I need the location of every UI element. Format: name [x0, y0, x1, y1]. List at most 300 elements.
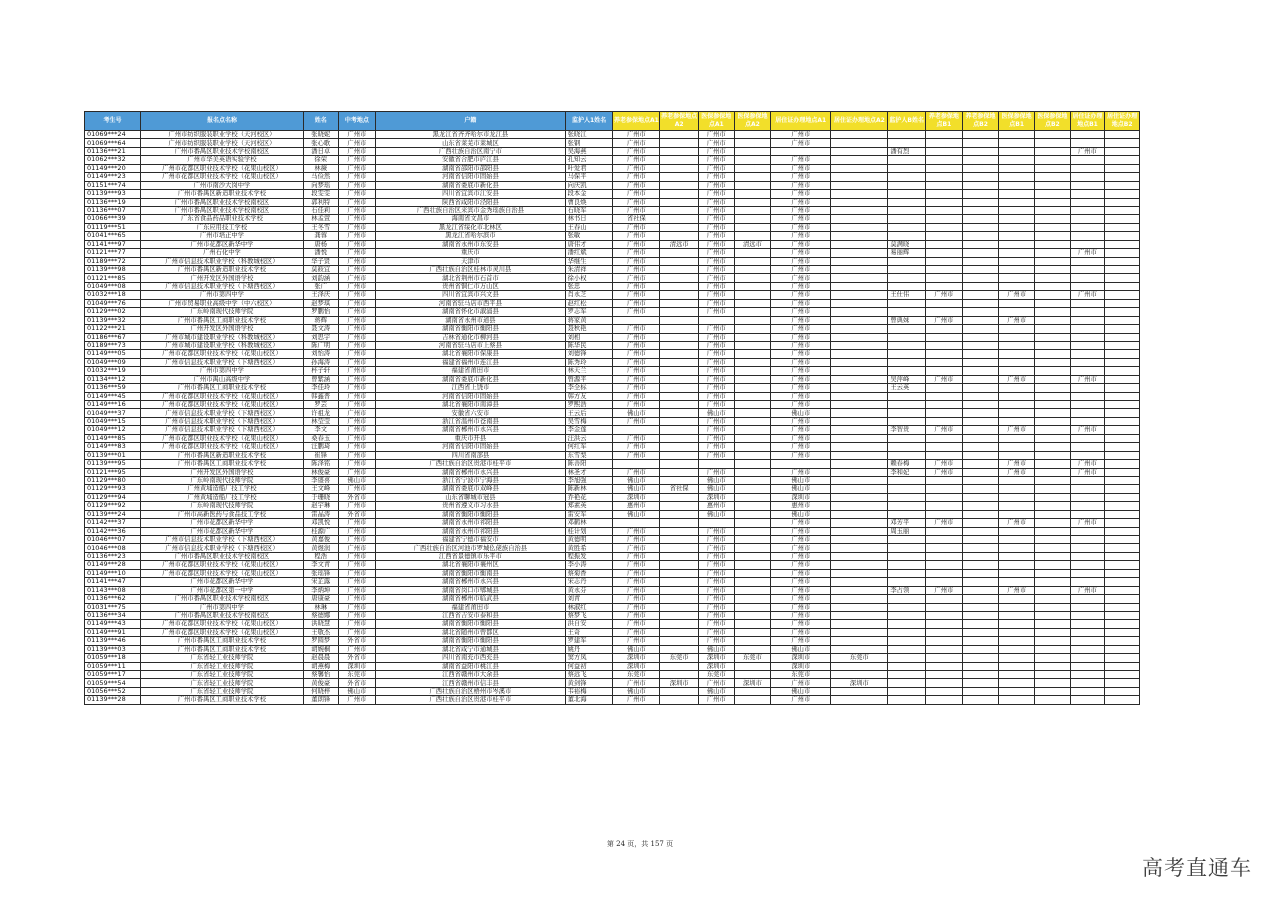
table-cell: 深圳市 [698, 654, 734, 662]
table-cell [1105, 240, 1140, 248]
table-cell [926, 249, 963, 257]
table-cell [999, 131, 1035, 139]
table-cell [962, 308, 999, 316]
table-row [85, 181, 1140, 189]
table-row [85, 485, 1140, 493]
table-cell: 广州市 [338, 291, 376, 299]
table-cell [926, 451, 963, 459]
table-cell [1105, 586, 1140, 594]
table-cell: 韦裕梅 [565, 687, 613, 695]
table-cell: 广州市 [999, 519, 1035, 527]
table-cell: 广州市 [613, 282, 660, 290]
table-cell [962, 375, 999, 383]
table-cell [831, 198, 888, 206]
table-cell: 曾典妹 [888, 316, 926, 324]
table-cell: 01189***73 [85, 341, 141, 349]
table-cell: 陈善阳 [565, 460, 613, 468]
table-cell [660, 232, 699, 240]
table-cell [831, 645, 888, 653]
table-row [85, 274, 1140, 282]
table-cell: 外省市 [338, 637, 376, 645]
table-cell [999, 308, 1035, 316]
table-cell [1035, 586, 1071, 594]
table-cell [999, 611, 1035, 619]
table-cell: 广州市番禺区工商职业技术学校 [141, 316, 304, 324]
table-cell: 广州市 [698, 367, 734, 375]
table-cell: 宋芷露 [303, 578, 338, 586]
table-cell [999, 299, 1035, 307]
table-cell [660, 341, 699, 349]
table-cell: 01149***10 [85, 569, 141, 577]
table-cell [771, 460, 831, 468]
table-cell [660, 333, 699, 341]
table-cell: 广州市 [698, 215, 734, 223]
table-cell: 广州市 [338, 206, 376, 214]
table-cell [1105, 468, 1140, 476]
table-cell: 东雪梨 [565, 451, 613, 459]
table-cell: 林薇 [303, 164, 338, 172]
table-cell [926, 561, 963, 569]
table-cell: 广州市 [698, 240, 734, 248]
table-cell: 广州市 [771, 308, 831, 316]
table-cell [888, 392, 926, 400]
table-cell: 胡婉桐 [303, 645, 338, 653]
table-cell [962, 603, 999, 611]
table-cell [926, 527, 963, 535]
table-cell [831, 257, 888, 265]
table-cell [660, 291, 699, 299]
table-cell [1035, 417, 1071, 425]
table-cell: 广州市 [698, 131, 734, 139]
table-cell: 佛山市 [338, 476, 376, 484]
table-cell: 易丽辉 [888, 249, 926, 257]
table-cell [1070, 443, 1105, 451]
table-cell: 张瑶锋 [303, 569, 338, 577]
table-cell: 广州开发区外国语学校 [141, 274, 304, 282]
table-cell: 广州市 [771, 316, 831, 324]
table-cell [962, 561, 999, 569]
table-cell [660, 502, 699, 510]
table-cell [926, 552, 963, 560]
table-row [85, 645, 1140, 653]
table-cell: 01122***21 [85, 325, 141, 333]
table-cell [999, 662, 1035, 670]
table-cell [1035, 164, 1071, 172]
table-cell [962, 696, 999, 704]
table-cell [999, 578, 1035, 586]
table-cell [660, 190, 699, 198]
table-cell: 广州市 [999, 586, 1035, 594]
table-cell: 陈秀玲 [565, 358, 613, 366]
table-cell [1070, 434, 1105, 442]
table-cell: 01139***28 [85, 696, 141, 704]
table-cell [888, 493, 926, 501]
table-cell [1070, 139, 1105, 147]
table-cell: 01151***74 [85, 181, 141, 189]
table-cell [1035, 274, 1071, 282]
table-cell: 广东岭南现代技师学院 [141, 476, 304, 484]
table-cell: 广州市花都区职业技术学校（花果山校区） [141, 434, 304, 442]
table-cell: 广州市 [698, 611, 734, 619]
table-cell [1070, 223, 1105, 231]
table-cell [999, 190, 1035, 198]
table-cell: 浙江省温州市苍南县 [376, 417, 565, 425]
table-cell: 刘德锋 [565, 350, 613, 358]
table-cell [831, 156, 888, 164]
table-cell [962, 232, 999, 240]
table-cell [888, 443, 926, 451]
table-cell: 01059***17 [85, 671, 141, 679]
table-cell [660, 173, 699, 181]
table-cell [888, 333, 926, 341]
table-cell: 01031***75 [85, 603, 141, 611]
table-cell: 陈华民 [565, 341, 613, 349]
table-cell [1105, 654, 1140, 662]
table-cell [1035, 367, 1071, 375]
column-header: 考生号 [85, 112, 141, 131]
table-cell [831, 401, 888, 409]
table-cell: 01062***32 [85, 156, 141, 164]
table-cell [1035, 687, 1071, 695]
table-cell [1105, 502, 1140, 510]
table-cell [1035, 544, 1071, 552]
table-cell: 深圳市 [771, 662, 831, 670]
column-header: 监护人B姓名 [888, 112, 926, 131]
table-cell [1105, 620, 1140, 628]
table-cell: 广州市 [338, 502, 376, 510]
table-cell [734, 139, 771, 147]
table-cell: 广州市 [1070, 291, 1105, 299]
table-cell: 广州市 [338, 232, 376, 240]
table-cell [1035, 460, 1071, 468]
table-cell [734, 131, 771, 139]
table-cell [1035, 249, 1071, 257]
table-cell: 东莞市 [613, 671, 660, 679]
table-cell: 广州市 [698, 536, 734, 544]
table-cell: 广州市 [338, 215, 376, 223]
table-cell [660, 401, 699, 409]
table-cell: 佛山市 [698, 510, 734, 518]
table-cell: 贵州省遵义市习水县 [376, 502, 565, 510]
table-cell [962, 392, 999, 400]
table-cell [888, 341, 926, 349]
table-cell [660, 434, 699, 442]
column-header: 养老参保地点B2 [962, 112, 999, 131]
table-cell [660, 249, 699, 257]
table-cell: 01139***98 [85, 266, 141, 274]
table-cell [1105, 595, 1140, 603]
table-cell [1035, 266, 1071, 274]
table-cell [660, 375, 699, 383]
table-cell [962, 671, 999, 679]
table-cell [962, 223, 999, 231]
table-cell: 东莞市 [831, 654, 888, 662]
table-cell: 广州市番禺区工商职业技术学校 [141, 637, 304, 645]
table-cell [962, 544, 999, 552]
table-header-row [85, 112, 1140, 131]
table-cell [962, 578, 999, 586]
table-row [85, 460, 1140, 468]
table-cell: 广州市 [613, 299, 660, 307]
table-cell: 广州市 [698, 544, 734, 552]
table-cell [962, 325, 999, 333]
table-cell: 湖南省娄底市新化县 [376, 181, 565, 189]
table-cell: 广州市 [613, 291, 660, 299]
table-cell: 何益初 [565, 662, 613, 670]
table-cell: 蒋辉 [303, 316, 338, 324]
table-cell: 01143***08 [85, 586, 141, 594]
table-cell: 黑龙江省绥化市北林区 [376, 223, 565, 231]
table-cell: 佛山市 [771, 645, 831, 653]
table-cell: 广州市 [698, 578, 734, 586]
table-cell: 广州市 [338, 586, 376, 594]
table-cell: 广州市 [926, 291, 963, 299]
table-cell: 张敏 [565, 232, 613, 240]
table-cell [831, 510, 888, 518]
table-cell: 程浩 [303, 552, 338, 560]
table-cell: 广州市 [771, 392, 831, 400]
table-cell: 广州市 [1070, 586, 1105, 594]
table-cell [831, 333, 888, 341]
table-cell: 湖南省娄底市双峰县 [376, 485, 565, 493]
table-cell [1105, 611, 1140, 619]
table-row [85, 611, 1140, 619]
table-cell: 河南省信阳市固始县 [376, 392, 565, 400]
table-cell [831, 190, 888, 198]
table-cell [734, 595, 771, 603]
table-cell [660, 561, 699, 569]
table-cell: 广州市信息技术职业学校（下塘西校区） [141, 358, 304, 366]
table-cell: 广州市 [1070, 468, 1105, 476]
table-cell: 广州市花都区职业技术学校（花果山校区） [141, 561, 304, 569]
table-cell [1105, 434, 1140, 442]
table-cell: 广州市 [999, 460, 1035, 468]
table-cell: 佛山市 [698, 409, 734, 417]
table-cell [962, 468, 999, 476]
table-row [85, 578, 1140, 586]
table-row [85, 409, 1140, 417]
table-cell [999, 384, 1035, 392]
table-cell: 窦方凤 [565, 654, 613, 662]
table-cell [831, 392, 888, 400]
table-cell [1035, 696, 1071, 704]
column-header: 养老参保地点B1 [926, 112, 963, 131]
table-cell: 孙海涛 [303, 358, 338, 366]
table-cell [660, 409, 699, 417]
table-cell [831, 603, 888, 611]
table-row [85, 299, 1140, 307]
table-cell [926, 198, 963, 206]
table-cell [1035, 392, 1071, 400]
table-cell [999, 696, 1035, 704]
table-cell: 王春山 [565, 223, 613, 231]
column-header: 医保参保地点B2 [1035, 112, 1071, 131]
table-cell: 广州市信息技术职业学校（下塘西校区） [141, 409, 304, 417]
table-cell [926, 434, 963, 442]
table-cell: 广州市 [771, 679, 831, 687]
table-cell: 程振发 [565, 552, 613, 560]
table-cell [962, 257, 999, 265]
table-cell [999, 603, 1035, 611]
table-cell [926, 620, 963, 628]
table-cell [734, 401, 771, 409]
table-cell: 广州市 [771, 350, 831, 358]
table-cell [888, 181, 926, 189]
table-cell [999, 493, 1035, 501]
table-cell [962, 510, 999, 518]
table-cell [962, 637, 999, 645]
table-cell [888, 578, 926, 586]
table-cell: 张晓妮 [303, 131, 338, 139]
table-cell [962, 384, 999, 392]
table-cell: 广州市 [698, 358, 734, 366]
table-cell: 广州市 [698, 586, 734, 594]
table-cell: 湖南省怀化市溆浦县 [376, 308, 565, 316]
table-cell: 广州市花都区职业技术学校（花果山校区） [141, 443, 304, 451]
table-cell: 向梦瑶 [303, 181, 338, 189]
table-cell: 广州市 [926, 468, 963, 476]
table-cell [1070, 645, 1105, 653]
table-cell: 广州市 [771, 611, 831, 619]
table-cell [926, 578, 963, 586]
table-cell: 广州市第四中学 [141, 291, 304, 299]
table-cell: 佛山市 [613, 645, 660, 653]
table-cell: 广州市 [338, 147, 376, 155]
table-cell [999, 223, 1035, 231]
table-cell: 01134***12 [85, 375, 141, 383]
table-cell: 广州市 [698, 696, 734, 704]
table-cell [962, 367, 999, 375]
table-cell [1105, 443, 1140, 451]
table-cell [831, 375, 888, 383]
table-cell: 佛山市 [698, 485, 734, 493]
table-cell [962, 358, 999, 366]
table-cell [926, 696, 963, 704]
table-cell [1105, 282, 1140, 290]
table-cell: 湖北省咸宁市通城县 [376, 645, 565, 653]
table-cell: 广州市 [338, 603, 376, 611]
table-cell [1035, 131, 1071, 139]
table-cell: 广州市 [698, 206, 734, 214]
table-cell [926, 341, 963, 349]
table-cell: 广西壮族自治区桂林市灵川县 [376, 266, 565, 274]
table-cell: 重庆市开县 [376, 434, 565, 442]
table-cell: 广东省轻工业技师学院 [141, 654, 304, 662]
table-cell [831, 417, 888, 425]
table-cell [734, 417, 771, 425]
table-cell: 广州市 [698, 552, 734, 560]
table-cell [734, 325, 771, 333]
table-cell: 广州市 [338, 173, 376, 181]
table-cell [1105, 536, 1140, 544]
table-cell: 广州市花都区职业技术学校（花果山校区） [141, 569, 304, 577]
table-cell [1070, 485, 1105, 493]
table-cell [1035, 181, 1071, 189]
table-cell: 广州市 [771, 603, 831, 611]
table-cell: 潘红斌 [565, 249, 613, 257]
table-row [85, 156, 1140, 164]
table-cell: 01149***23 [85, 173, 141, 181]
table-cell [1070, 603, 1105, 611]
table-cell: 佛山市 [771, 476, 831, 484]
table-cell [962, 536, 999, 544]
table-cell [660, 198, 699, 206]
table-cell: 01046***08 [85, 544, 141, 552]
table-row [85, 544, 1140, 552]
table-cell: 佛山市 [771, 409, 831, 417]
table-cell [999, 561, 1035, 569]
table-cell: 01049***15 [85, 417, 141, 425]
table-cell: 广州市 [613, 274, 660, 282]
table-row [85, 215, 1140, 223]
table-cell: 广州市 [771, 164, 831, 172]
table-cell: 李占领 [888, 586, 926, 594]
table-cell: 王冬雪 [303, 223, 338, 231]
table-cell: 广州市 [771, 291, 831, 299]
table-row [85, 308, 1140, 316]
table-cell: 广州市 [338, 333, 376, 341]
table-cell: 广州市信息技术职业学校（科教城校区） [141, 257, 304, 265]
table-cell [999, 536, 1035, 544]
table-row [85, 687, 1140, 695]
table-cell [926, 266, 963, 274]
table-cell: 广州市 [613, 417, 660, 425]
table-cell [734, 291, 771, 299]
table-cell [1070, 156, 1105, 164]
table-cell [1035, 671, 1071, 679]
table-cell [962, 333, 999, 341]
table-row [85, 426, 1140, 434]
table-cell: 蒋家黄 [565, 316, 613, 324]
table-cell [1035, 350, 1071, 358]
table-cell [734, 308, 771, 316]
table-cell [926, 350, 963, 358]
table-cell [1070, 341, 1105, 349]
table-cell [888, 654, 926, 662]
table-cell [999, 181, 1035, 189]
table-row [85, 561, 1140, 569]
table-cell: 王文峰 [303, 485, 338, 493]
table-cell [831, 451, 888, 459]
table-cell: 广州市 [338, 266, 376, 274]
table-cell [962, 156, 999, 164]
table-cell: 01059***11 [85, 662, 141, 670]
table-cell: 广州市 [698, 443, 734, 451]
table-cell: 崔锋 [303, 451, 338, 459]
table-cell [1035, 476, 1071, 484]
table-cell: 01032***19 [85, 367, 141, 375]
table-cell [660, 350, 699, 358]
table-cell [1105, 392, 1140, 400]
table-cell [698, 460, 734, 468]
table-cell [888, 282, 926, 290]
table-cell [999, 679, 1035, 687]
table-cell [962, 654, 999, 662]
table-cell [1070, 308, 1105, 316]
table-cell [660, 443, 699, 451]
table-cell [1070, 358, 1105, 366]
table-cell [660, 358, 699, 366]
table-cell: 广州市 [613, 544, 660, 552]
table-cell: 东莞市 [771, 671, 831, 679]
table-cell [888, 206, 926, 214]
table-cell [660, 181, 699, 189]
table-cell [1035, 578, 1071, 586]
table-cell [734, 476, 771, 484]
table-cell: 广州市 [771, 434, 831, 442]
table-cell [926, 401, 963, 409]
table-cell [660, 257, 699, 265]
